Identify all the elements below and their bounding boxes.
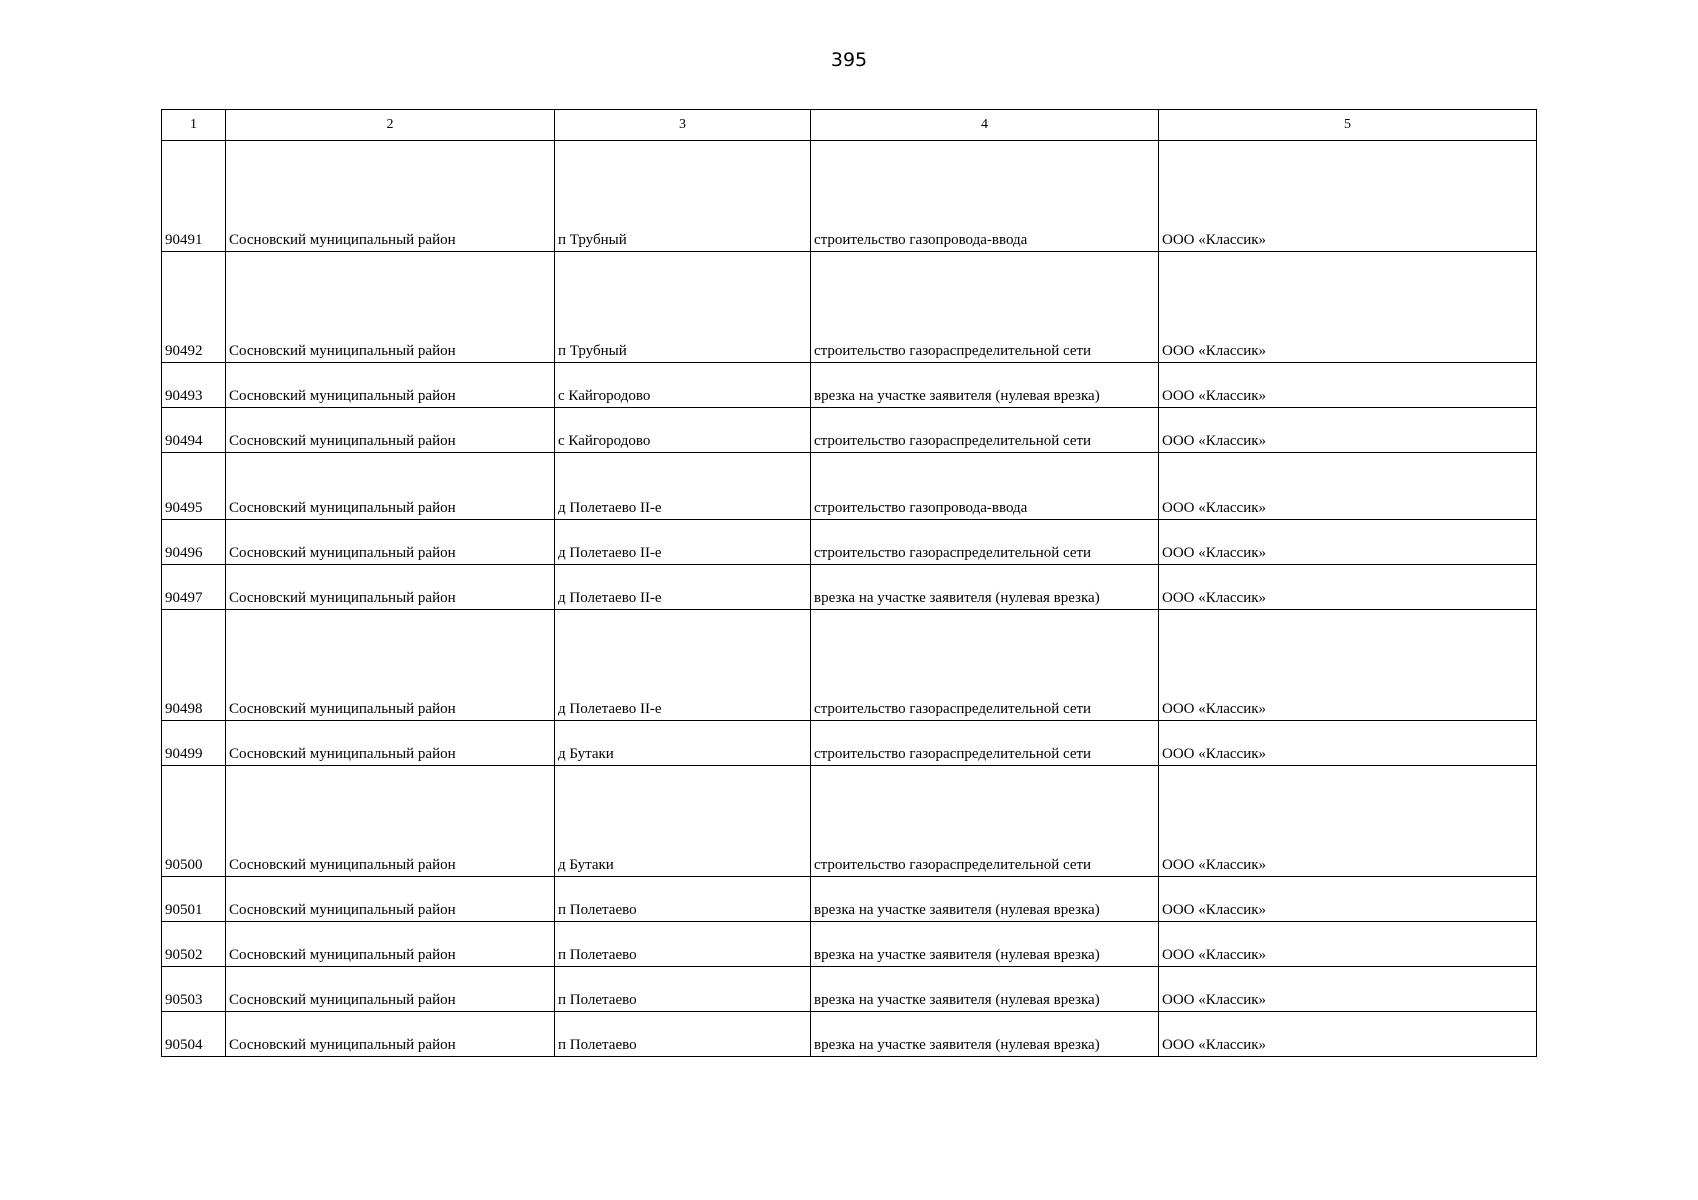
cell-organization: ООО «Классик» bbox=[1159, 721, 1537, 766]
cell-number: 90504 bbox=[162, 1012, 226, 1057]
cell-district: Сосновский муниципальный район bbox=[226, 520, 555, 565]
cell-settlement: д Полетаево II-е bbox=[555, 520, 811, 565]
table-row bbox=[162, 877, 1537, 922]
table-row bbox=[162, 610, 1537, 721]
cell-work-type: строительство газораспределительной сети bbox=[811, 408, 1159, 453]
cell-district: Сосновский муниципальный район bbox=[226, 766, 555, 877]
cell-district: Сосновский муниципальный район bbox=[226, 141, 555, 252]
cell-work-type: врезка на участке заявителя (нулевая врезка) bbox=[811, 565, 1159, 610]
header-cell-3: 3 bbox=[555, 110, 811, 141]
cell-work-type: строительство газораспределительной сети bbox=[811, 520, 1159, 565]
cell-settlement: д Полетаево II-е bbox=[555, 453, 811, 520]
cell-organization: ООО «Классик» bbox=[1159, 1012, 1537, 1057]
cell-work-type: строительство газораспределительной сети bbox=[811, 252, 1159, 363]
cell-work-type: строительство газопровода-ввода bbox=[811, 453, 1159, 520]
cell-number: 90501 bbox=[162, 877, 226, 922]
cell-organization: ООО «Классик» bbox=[1159, 252, 1537, 363]
cell-work-type: врезка на участке заявителя (нулевая врезка) bbox=[811, 877, 1159, 922]
data-table bbox=[161, 109, 1537, 1057]
cell-settlement: п Трубный bbox=[555, 252, 811, 363]
header-cell-1: 1 bbox=[162, 110, 226, 141]
table-row bbox=[162, 520, 1537, 565]
cell-number: 90500 bbox=[162, 766, 226, 877]
cell-organization: ООО «Классик» bbox=[1159, 520, 1537, 565]
cell-district: Сосновский муниципальный район bbox=[226, 252, 555, 363]
cell-organization: ООО «Классик» bbox=[1159, 877, 1537, 922]
table-row bbox=[162, 408, 1537, 453]
cell-district: Сосновский муниципальный район bbox=[226, 610, 555, 721]
table-row bbox=[162, 766, 1537, 877]
cell-district: Сосновский муниципальный район bbox=[226, 721, 555, 766]
cell-district: Сосновский муниципальный район bbox=[226, 453, 555, 520]
cell-settlement: п Полетаево bbox=[555, 967, 811, 1012]
cell-district: Сосновский муниципальный район bbox=[226, 967, 555, 1012]
cell-district: Сосновский муниципальный район bbox=[226, 1012, 555, 1057]
cell-number: 90503 bbox=[162, 967, 226, 1012]
cell-settlement: д Бутаки bbox=[555, 721, 811, 766]
cell-number: 90497 bbox=[162, 565, 226, 610]
cell-work-type: строительство газораспределительной сети bbox=[811, 721, 1159, 766]
cell-number: 90492 bbox=[162, 252, 226, 363]
cell-district: Сосновский муниципальный район bbox=[226, 565, 555, 610]
cell-organization: ООО «Классик» bbox=[1159, 453, 1537, 520]
table-row bbox=[162, 453, 1537, 520]
header-cell-4: 4 bbox=[811, 110, 1159, 141]
cell-organization: ООО «Классик» bbox=[1159, 363, 1537, 408]
cell-settlement: с Кайгородово bbox=[555, 408, 811, 453]
table-row bbox=[162, 922, 1537, 967]
cell-settlement: п Трубный bbox=[555, 141, 811, 252]
cell-organization: ООО «Классик» bbox=[1159, 922, 1537, 967]
cell-settlement: с Кайгородово bbox=[555, 363, 811, 408]
cell-organization: ООО «Классик» bbox=[1159, 967, 1537, 1012]
cell-organization: ООО «Классик» bbox=[1159, 565, 1537, 610]
cell-work-type: врезка на участке заявителя (нулевая врезка) bbox=[811, 363, 1159, 408]
cell-work-type: строительство газопровода-ввода bbox=[811, 141, 1159, 252]
cell-number: 90495 bbox=[162, 453, 226, 520]
cell-number: 90498 bbox=[162, 610, 226, 721]
cell-organization: ООО «Классик» bbox=[1159, 766, 1537, 877]
cell-settlement: п Полетаево bbox=[555, 877, 811, 922]
cell-work-type: врезка на участке заявителя (нулевая врезка) bbox=[811, 1012, 1159, 1057]
table-row bbox=[162, 721, 1537, 766]
table-body bbox=[162, 110, 1537, 1057]
cell-number: 90496 bbox=[162, 520, 226, 565]
table-row bbox=[162, 141, 1537, 252]
cell-number: 90493 bbox=[162, 363, 226, 408]
table-row bbox=[162, 1012, 1537, 1057]
cell-work-type: врезка на участке заявителя (нулевая врезка) bbox=[811, 922, 1159, 967]
cell-work-type: строительство газораспределительной сети bbox=[811, 766, 1159, 877]
cell-number: 90502 bbox=[162, 922, 226, 967]
header-cell-2: 2 bbox=[226, 110, 555, 141]
cell-district: Сосновский муниципальный район bbox=[226, 877, 555, 922]
cell-number: 90491 bbox=[162, 141, 226, 252]
page-number: 395 bbox=[830, 49, 868, 71]
cell-settlement: д Полетаево II-е bbox=[555, 610, 811, 721]
cell-settlement: д Бутаки bbox=[555, 766, 811, 877]
table-row bbox=[162, 363, 1537, 408]
cell-district: Сосновский муниципальный район bbox=[226, 363, 555, 408]
cell-work-type: строительство газораспределительной сети bbox=[811, 610, 1159, 721]
cell-number: 90494 bbox=[162, 408, 226, 453]
cell-organization: ООО «Классик» bbox=[1159, 141, 1537, 252]
cell-number: 90499 bbox=[162, 721, 226, 766]
cell-organization: ООО «Классик» bbox=[1159, 610, 1537, 721]
cell-organization: ООО «Классик» bbox=[1159, 408, 1537, 453]
cell-settlement: п Полетаево bbox=[555, 1012, 811, 1057]
cell-district: Сосновский муниципальный район bbox=[226, 408, 555, 453]
header-cell-5: 5 bbox=[1159, 110, 1537, 141]
cell-settlement: д Полетаево II-е bbox=[555, 565, 811, 610]
table-row bbox=[162, 252, 1537, 363]
cell-settlement: п Полетаево bbox=[555, 922, 811, 967]
cell-work-type: врезка на участке заявителя (нулевая врезка) bbox=[811, 967, 1159, 1012]
table-header-row bbox=[162, 110, 1537, 141]
table-row bbox=[162, 967, 1537, 1012]
table-row bbox=[162, 565, 1537, 610]
cell-district: Сосновский муниципальный район bbox=[226, 922, 555, 967]
